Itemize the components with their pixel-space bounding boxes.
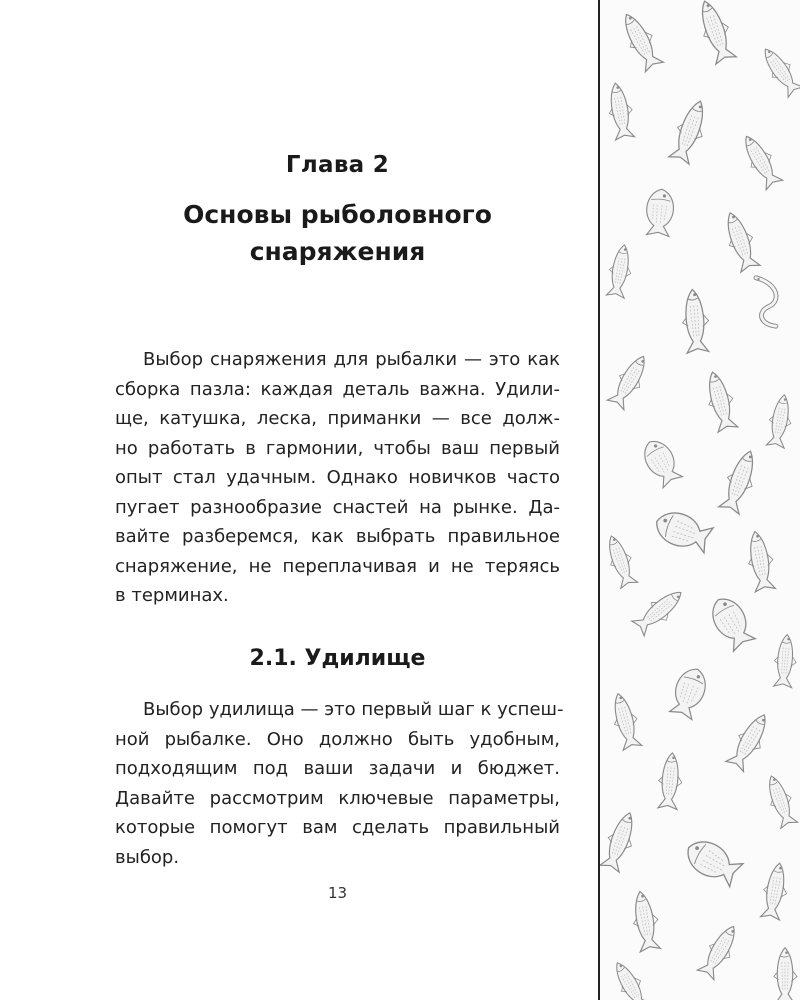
fish-illustration-icon [680, 288, 711, 353]
paragraph-line: Выбор удилища — это первый шаг к успеш- [143, 699, 564, 720]
paragraph-line: опыт стал удачным. Однако новичков часто [115, 467, 560, 488]
fish-illustration-icon [701, 369, 740, 433]
fish-illustration-icon [717, 447, 763, 515]
paragraph-line: подходящим под ваши задачи и бюджет. [115, 758, 560, 779]
fish-illustration-icon [628, 889, 663, 952]
paragraph-line: сборка пазла: каждая деталь важна. Удили- [115, 378, 560, 400]
paragraph-line: но работать в гармонии, чтобы ваш первый [115, 437, 560, 459]
fish-illustration-icon [737, 130, 785, 190]
fish-illustration-icon [755, 275, 782, 329]
paragraph-line: пугает разнообразие снастей на рынке. Да- [115, 496, 560, 518]
fish-illustration-icon [724, 709, 775, 773]
fish-illustration-icon [757, 43, 800, 98]
fish-illustration-icon [616, 8, 666, 72]
fish-illustration-icon [743, 529, 778, 592]
text-column [115, 0, 564, 1000]
section-heading: 2.1. Удилище [249, 646, 426, 671]
fish-illustration-icon [772, 634, 798, 688]
chapter-title-line: снаряжения [249, 237, 426, 266]
fish-illustration-icon [765, 393, 796, 448]
fish-illustration-icon [605, 243, 636, 298]
fish-illustration-icon [774, 948, 797, 1000]
fish-illustration-icon [719, 208, 763, 272]
fish-illustration-icon [607, 691, 644, 751]
fish-illustration-icon [705, 592, 757, 652]
fish-illustration-icon [600, 809, 642, 873]
paragraph-line: Выбор снаряжения для рыбалки — это как [143, 349, 560, 370]
paragraph-line: снаряжение, не переплачивая и не теряясь [115, 555, 560, 577]
page-number: 13 [327, 884, 348, 902]
fish-illustration-icon [696, 921, 744, 981]
fish-illustration-icon [667, 664, 710, 720]
fish-pattern-icon [600, 0, 800, 1000]
chapter-title [115, 196, 560, 270]
fish-illustration-icon [638, 435, 684, 489]
paragraph-line: которые помогут вам сделать правильный [115, 817, 560, 838]
fish-illustration-icon [608, 957, 653, 1000]
paragraph-line: в терминах. [115, 585, 229, 606]
intro-paragraph [115, 345, 560, 611]
paragraph-line: Давайте рассмотрим ключевые параметры, [115, 787, 560, 809]
fish-illustration-icon [656, 752, 684, 810]
fish-illustration-icon [651, 507, 714, 556]
paragraph-line: ще, катушка, леска, приманки — все долж- [115, 408, 560, 429]
fish-illustration-icon [681, 834, 745, 889]
fish-illustration-icon [667, 97, 713, 165]
chapter-label: Глава 2 [285, 152, 390, 178]
fish-illustration-icon [693, 0, 739, 65]
fish-illustration-icon [761, 772, 799, 829]
paragraph-line: вайте разберемся, как выбрать правильное [115, 526, 560, 547]
fish-illustration-icon [601, 532, 639, 589]
fish-pattern-panel [598, 0, 800, 1000]
paragraph-line: выбор. [115, 846, 180, 868]
paragraph-line: ной рыбалке. Оно должно быть удобным, [115, 728, 560, 750]
section-paragraph [115, 695, 564, 872]
fish-illustration-icon [604, 81, 637, 140]
fish-illustration-icon [631, 584, 689, 638]
fish-illustration-icon [606, 351, 654, 411]
fish-illustration-icon [759, 861, 792, 920]
fish-illustration-icon [644, 188, 675, 237]
chapter-title-line: Основы рыболовного [183, 200, 492, 229]
